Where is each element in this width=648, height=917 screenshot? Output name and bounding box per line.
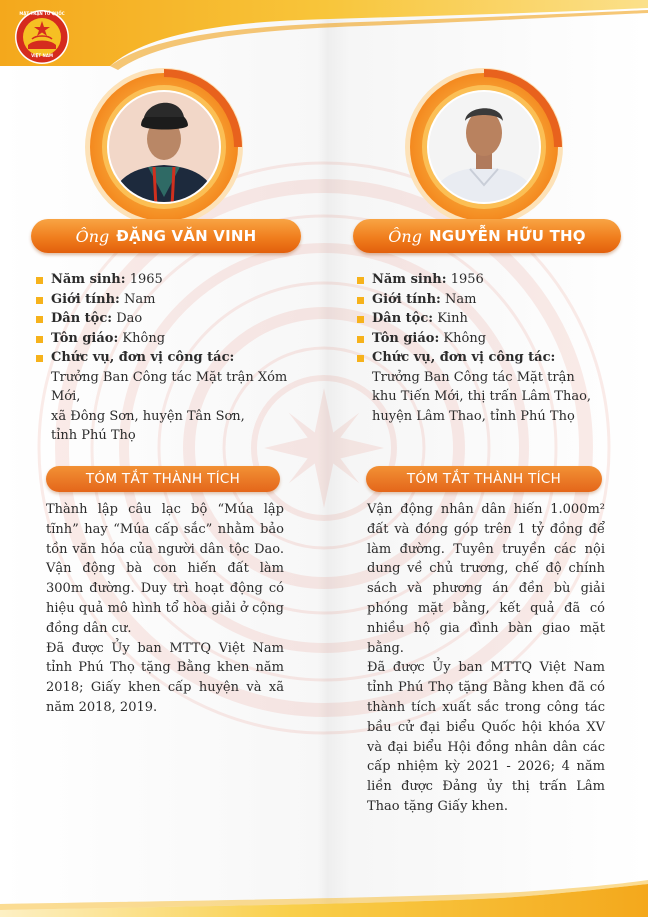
bullet-icon [36, 277, 43, 284]
info-gender: Giới tính: Nam [357, 290, 637, 310]
info-ethnicity: Dân tộc: Dao [36, 309, 316, 329]
person-name: ĐẶNG VĂN VINH [116, 227, 257, 245]
summary-paragraph: Vận động nhân dân hiến 1.000m² đất và đóng góp trên 1 tỷ đồng để làm đường. Tuyên truyền các nội dung về chủ trương, chế độ chính sách và phương án đền bù giải phóng mặt bằng, kết quả đã có nhiều hộ gia đình bàn giao mặt bằng. [367, 502, 605, 656]
bullet-icon [357, 297, 364, 304]
name-banner-person-1 [31, 219, 301, 253]
achievement-heading-1: TÓM TẮT THÀNH TÍCH [46, 466, 280, 492]
position-line: Trưởng Ban Công tác Mặt trận Xóm Mới, [51, 369, 288, 404]
name-banner-person-2 [353, 219, 621, 253]
info-birth-year: Năm sinh: 1965 [36, 270, 316, 290]
honorific-label: Ông [75, 226, 110, 246]
achievement-heading-2: TÓM TẮT THÀNH TÍCH [366, 466, 602, 492]
info-ethnicity: Dân tộc: Kinh [357, 309, 637, 329]
bullet-icon [36, 297, 43, 304]
header-band [0, 0, 648, 70]
bullet-icon [357, 277, 364, 284]
bullet-icon [36, 355, 43, 362]
summary-paragraph: Đã được Ủy ban MTTQ Việt Nam tỉnh Phú Thọ tặng Bằng khen đã có thành tích xuất sắc trong công tác bầu cử đại biểu Quốc hội khóa XV và đại biểu Hội đồng nhân dân các cấp nhiệm kỳ 2021 - 2026; 4 năm liền được Đảng ủy thị trấn Lâm Thao tặng Giấy khen. [367, 660, 605, 814]
footer-band [0, 880, 648, 917]
summary-paragraph: Thành lập câu lạc bộ “Múa lập tĩnh” hay “Múa cấp sắc” nhằm bảo tồn văn hóa của người dân tộc Dao. Vận động bà con hiến đất làm 300m đường. Duy trì hoạt động có hiệu quả mô hình tổ hòa giải ở cộng đồng dân cư. [46, 502, 284, 636]
portrait-dang-van-vinh [84, 67, 244, 227]
info-list-person-2 [357, 270, 637, 426]
bullet-icon [36, 336, 43, 343]
bullet-icon [36, 316, 43, 323]
achievement-summary-person-1 [46, 500, 284, 718]
position-line: tỉnh Phú Thọ [51, 428, 136, 443]
portrait-nguyen-huu-tho [404, 67, 564, 227]
summary-paragraph: Đã được Ủy ban MTTQ Việt Nam tỉnh Phú Thọ tặng Bằng khen năm 2018; Giấy khen cấp huyện và xã năm 2018, 2019. [46, 640, 284, 715]
position-line: khu Tiến Mới, thị trấn Lâm Thao, [372, 389, 592, 404]
position-line: huyện Lâm Thao, tỉnh Phú Thọ [372, 408, 575, 424]
info-religion: Tôn giáo: Không [36, 329, 316, 349]
achievement-summary-person-2 [367, 500, 605, 817]
info-position: Chức vụ, đơn vị công tác: [36, 348, 316, 368]
position-line: Trưởng Ban Công tác Mặt trận [372, 369, 575, 385]
position-line: xã Đông Sơn, huyện Tân Sơn, [51, 408, 245, 424]
bullet-icon [357, 355, 364, 362]
info-birth-year: Năm sinh: 1956 [357, 270, 637, 290]
logo-top-text: MẶT TRẬN TỔ QUỐC [19, 11, 65, 16]
bullet-icon [357, 316, 364, 323]
info-religion: Tôn giáo: Không [357, 329, 637, 349]
logo-bottom-text: VIỆT NAM [31, 53, 53, 58]
info-gender: Giới tính: Nam [36, 290, 316, 310]
info-position: Chức vụ, đơn vị công tác: [357, 348, 637, 368]
bullet-icon [357, 336, 364, 343]
info-list-person-1 [36, 270, 316, 446]
honorific-label: Ông [388, 226, 422, 246]
person-name: NGUYỄN HỮU THỌ [428, 227, 586, 245]
